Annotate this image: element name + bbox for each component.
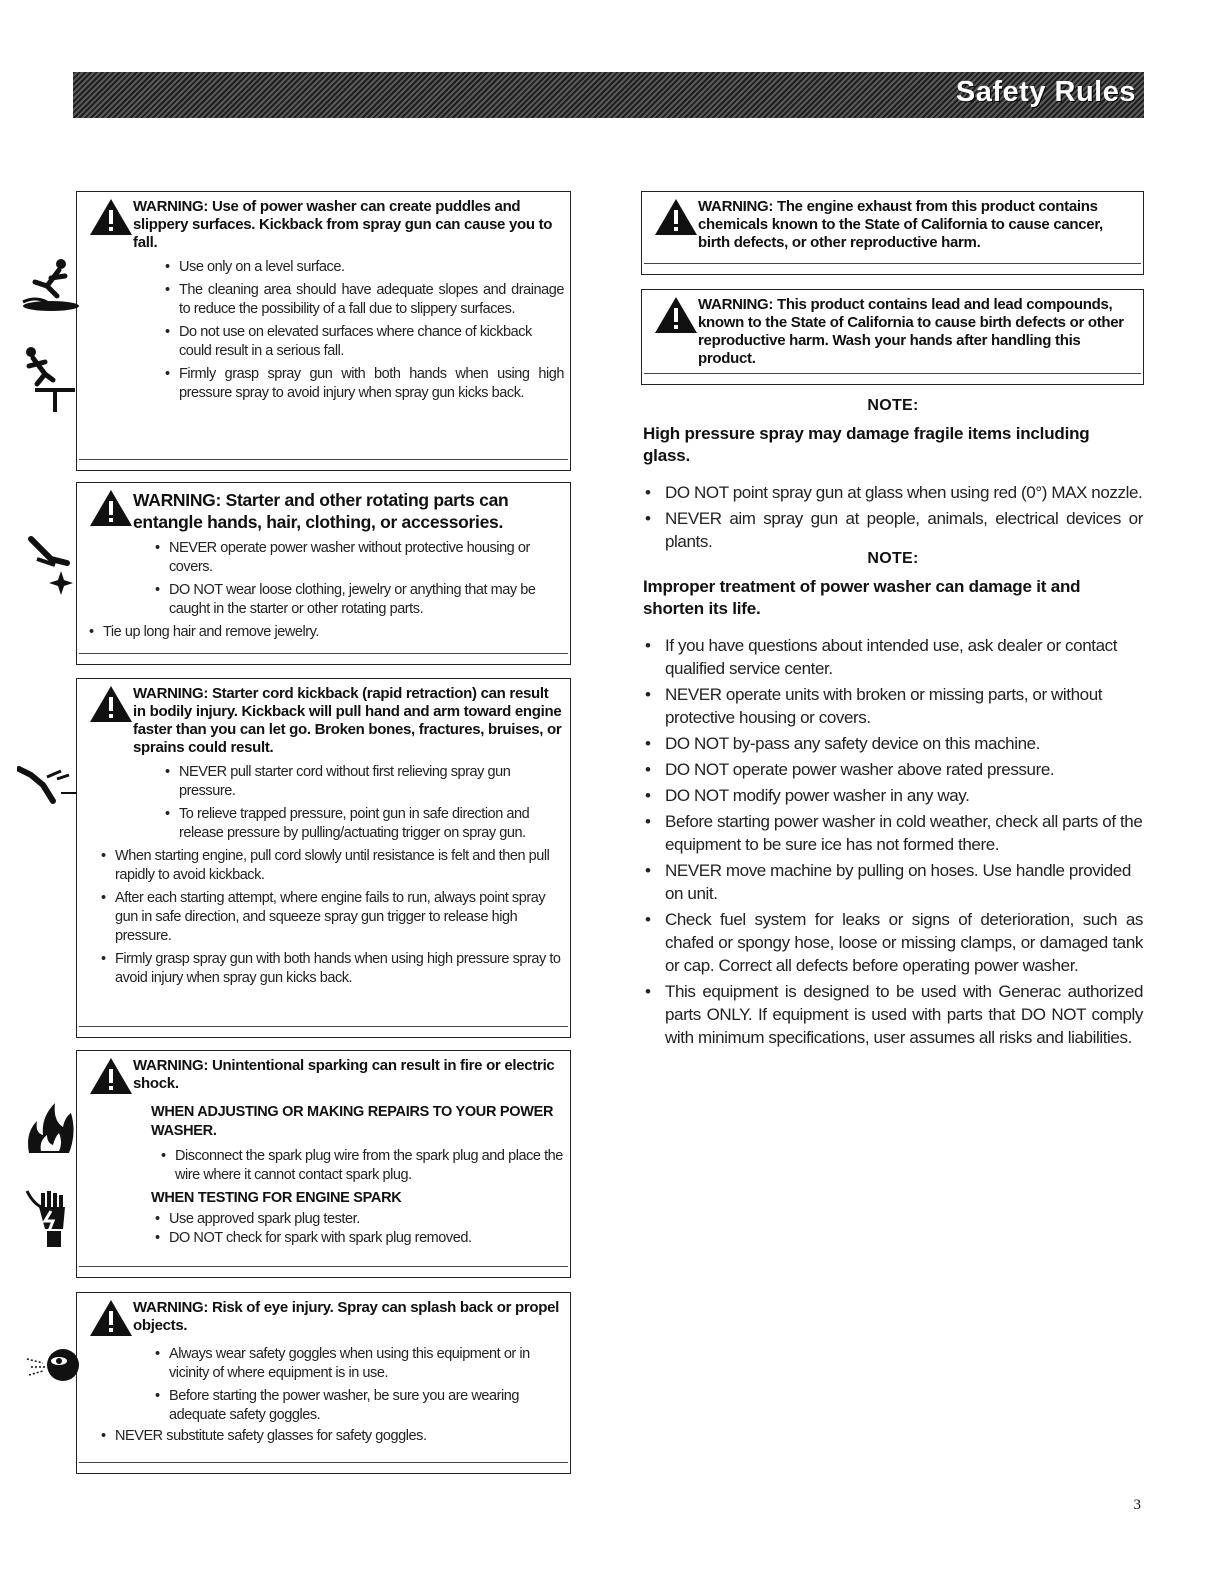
list-item: • NEVER pull starter cord without first relieving spray gun pressure. bbox=[161, 763, 564, 801]
warning-box-rotating-parts bbox=[76, 482, 571, 665]
list-item: • Firmly grasp spray gun with both hands when using high pressure spray to avoid injury when spray gun kicks back. bbox=[97, 950, 564, 988]
warning-triangle-icon bbox=[89, 1299, 133, 1337]
list-item: • Use approved spark plug tester. bbox=[151, 1210, 564, 1229]
warning-box-sparking bbox=[76, 1050, 571, 1278]
list-item: • NEVER operate power washer without protective housing or covers. bbox=[151, 539, 564, 577]
list-item: • Disconnect the spark plug wire from the spark plug and place the wire where it cannot contact spark plug. bbox=[157, 1147, 564, 1185]
list-item: • To relieve trapped pressure, point gun in safe direction and release pressure by pulling/actuating trigger on spray gun. bbox=[161, 805, 564, 843]
eye-splash-icon bbox=[25, 1343, 79, 1387]
list-item: • DO NOT point spray gun at glass when using red (0°) MAX nozzle. bbox=[643, 481, 1143, 504]
warning-triangle-icon bbox=[89, 1057, 133, 1095]
warning-heading: WARNING: Starter cord kickback (rapid retraction) can result in bodily injury. Kickback will pull hand and arm toward engine faster than you can let go. Broken bones, fractures, bruises, or sprains could result. bbox=[85, 685, 564, 757]
subheading-spark-test: WHEN TESTING FOR ENGINE SPARK bbox=[151, 1190, 402, 1206]
header-bar bbox=[73, 72, 1144, 118]
warning-heading: WARNING: The engine exhaust from this product contains chemicals known to the State of California to cause cancer, birth defects, or other reproductive harm. bbox=[650, 198, 1137, 252]
note-label: NOTE: bbox=[867, 550, 919, 567]
list-item: • Firmly grasp spray gun with both hands when using high pressure spray to avoid injury when spray gun kicks back. bbox=[161, 365, 564, 403]
note-heading: High pressure spray may damage fragile items including glass. bbox=[643, 424, 1090, 465]
note-section-glass bbox=[643, 397, 1143, 1052]
subheading-repairs: WHEN ADJUSTING OR MAKING REPAIRS TO YOUR POWER WASHER. bbox=[151, 1104, 554, 1139]
list-item: • Check fuel system for leaks or signs of deterioration, such as chafed or spongy hose, loose or missing clamps, or damaged tank or cap. Correct all defects before operating power washer. bbox=[643, 908, 1143, 977]
page-number: 3 bbox=[1133, 1497, 1141, 1513]
warning-triangle-icon bbox=[89, 489, 133, 527]
list-item: • NEVER substitute safety glasses for safety goggles. bbox=[97, 1427, 564, 1446]
warning-heading: WARNING: Risk of eye injury. Spray can splash back or propel objects. bbox=[85, 1299, 564, 1335]
kickback-hand-icon bbox=[17, 763, 79, 809]
list-item: • DO NOT modify power washer in any way. bbox=[643, 784, 1143, 807]
warning-triangle-icon bbox=[654, 296, 698, 334]
list-item: • NEVER aim spray gun at people, animals, electrical devices or plants. bbox=[643, 507, 1143, 553]
warning-box-eye-injury bbox=[76, 1292, 571, 1474]
electric-shock-icon bbox=[23, 1187, 73, 1249]
list-item: • DO NOT by-pass any safety device on this machine. bbox=[643, 732, 1143, 755]
list-item: • Do not use on elevated surfaces where chance of kickback could result in a serious fall. bbox=[161, 323, 564, 361]
warning-box-exhaust bbox=[641, 191, 1144, 275]
list-item: • After each starting attempt, where engine fails to run, always point spray gun in safe direction, and squeeze spray gun trigger to release high pressure. bbox=[97, 889, 564, 946]
list-item: • When starting engine, pull cord slowly until resistance is felt and then pull rapidly to avoid kickback. bbox=[97, 847, 564, 885]
fall-hazard-icon bbox=[21, 344, 79, 414]
slip-hazard-icon bbox=[21, 256, 79, 314]
warning-triangle-icon bbox=[654, 198, 698, 236]
list-item: • Before starting power washer in cold weather, check all parts of the equipment to be sure ice has not formed there. bbox=[643, 810, 1143, 856]
list-item: • Always wear safety goggles when using this equipment or in vicinity of where equipment is in use. bbox=[151, 1345, 564, 1383]
list-item: • DO NOT check for spark with spark plug removed. bbox=[151, 1229, 564, 1248]
list-item: • NEVER operate units with broken or missing parts, or without protective housing or covers. bbox=[643, 683, 1143, 729]
entanglement-hazard-icon bbox=[27, 535, 81, 599]
list-item: • This equipment is designed to be used with Generac authorized parts ONLY. If equipment is used with parts that DO NOT comply with minimum specifications, user assumes all risks and liabilities. bbox=[643, 980, 1143, 1049]
warning-triangle-icon bbox=[89, 198, 133, 236]
list-item: • The cleaning area should have adequate slopes and drainage to reduce the possibility of a fall due to slippery surfaces. bbox=[161, 281, 564, 319]
warning-box-starter-kickback bbox=[76, 678, 571, 1038]
list-item: • NEVER move machine by pulling on hoses. Use handle provided on unit. bbox=[643, 859, 1143, 905]
fire-icon bbox=[23, 1099, 77, 1155]
list-item: • DO NOT operate power washer above rated pressure. bbox=[643, 758, 1143, 781]
list-item: • Before starting the power washer, be sure you are wearing adequate safety goggles. bbox=[151, 1387, 564, 1425]
list-item: • If you have questions about intended use, ask dealer or contact qualified service center. bbox=[643, 634, 1143, 680]
warning-heading: WARNING: Starter and other rotating parts can entangle hands, hair, clothing, or accessories. bbox=[85, 489, 564, 533]
list-item: • DO NOT wear loose clothing, jewelry or anything that may be caught in the starter or other rotating parts. bbox=[151, 581, 564, 619]
warning-heading: WARNING: Use of power washer can create puddles and slippery surfaces. Kickback from spray gun can cause you to fall. bbox=[85, 198, 564, 252]
note-label: NOTE: bbox=[867, 397, 919, 414]
page-title: Safety Rules bbox=[955, 76, 1136, 108]
list-item: • Use only on a level surface. bbox=[161, 258, 564, 277]
list-item: • Tie up long hair and remove jewelry. bbox=[85, 623, 564, 642]
note-heading: Improper treatment of power washer can damage it and shorten its life. bbox=[643, 577, 1081, 618]
warning-triangle-icon bbox=[89, 685, 133, 723]
warning-box-slippery bbox=[76, 191, 571, 471]
warning-heading: WARNING: This product contains lead and lead compounds, known to the State of California to cause birth defects or other reproductive harm. Wash your hands after handling this product. bbox=[650, 296, 1137, 368]
warning-heading: WARNING: Unintentional sparking can result in fire or electric shock. bbox=[85, 1057, 564, 1093]
warning-box-lead bbox=[641, 289, 1144, 385]
